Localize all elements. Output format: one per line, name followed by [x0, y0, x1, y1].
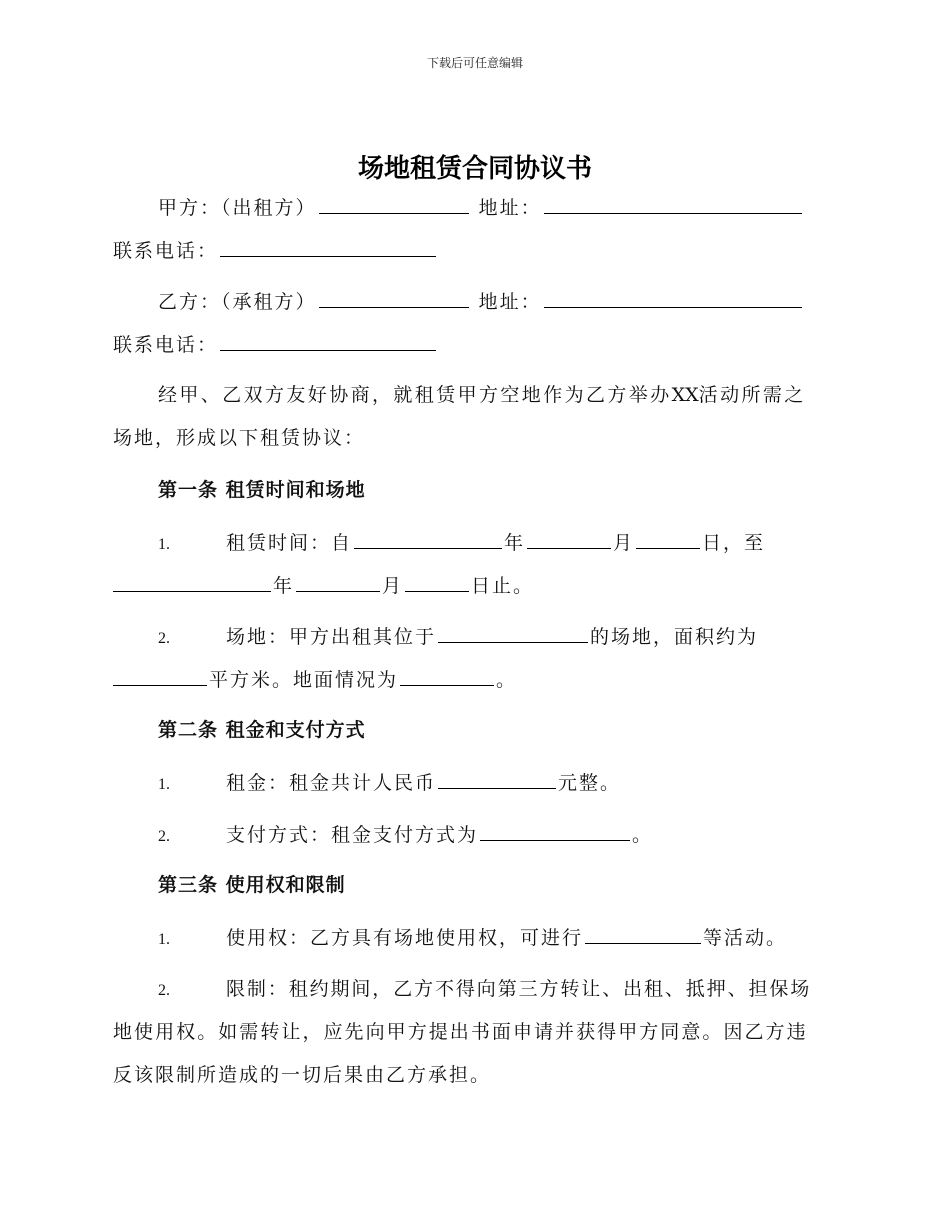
article-3-item-1: [158, 925, 787, 952]
article-2-heading: 第二条 租金和支付方式: [158, 719, 366, 741]
intro-xx: XX: [671, 384, 699, 406]
party-b-line: [158, 289, 804, 314]
item-number: 1.: [158, 931, 170, 948]
party-a-address-label: 地址：: [478, 197, 542, 219]
party-a-line: [158, 195, 804, 220]
start-month-field[interactable]: [527, 530, 611, 549]
article-2-item-2: [158, 822, 653, 849]
party-a-label: 甲方：（出租方）: [158, 197, 317, 219]
party-b-phone-field[interactable]: [220, 332, 436, 351]
start-year-field[interactable]: [354, 530, 502, 549]
party-b-phone-label: 联系电话：: [113, 334, 219, 356]
article-3-item-2-line-2: 地使用权。如需转让，应先向甲方提出书面申请并获得甲方同意。因乙方违: [113, 1021, 808, 1043]
payment-method-label: 支付方式：租金支付方式为: [226, 824, 479, 846]
venue-area-label: 的场地，面积约为: [590, 626, 759, 648]
rent-suffix: 元整。: [558, 772, 622, 794]
venue-label: 场地：甲方出租其位于: [226, 626, 437, 648]
intro-line-1: [158, 383, 806, 407]
ground-condition-field[interactable]: [400, 667, 494, 686]
start-day-field[interactable]: [636, 530, 700, 549]
end-month-field[interactable]: [296, 573, 380, 592]
payment-method-field[interactable]: [480, 822, 630, 841]
item-number: 2.: [158, 982, 170, 999]
activity-field[interactable]: [585, 925, 701, 944]
year-label: 年: [273, 575, 295, 597]
article-1-item-2-line-2: [113, 667, 517, 692]
end-day-field[interactable]: [405, 573, 469, 592]
party-a-address-field[interactable]: [544, 195, 802, 214]
rent-label: 租金：租金共计人民币: [226, 772, 437, 794]
article-1-heading: 第一条 租赁时间和场地: [158, 479, 366, 501]
intro-text-2: 活动所需之: [698, 384, 806, 406]
party-a-phone-line: [113, 238, 438, 263]
month-label: 月: [382, 575, 404, 597]
article-1-item-1-line-2: [113, 573, 534, 598]
rent-amount-field[interactable]: [438, 770, 556, 789]
intro-text-1: 经甲、乙双方友好协商，就租赁甲方空地作为乙方举办: [158, 384, 672, 406]
article-3-item-2-line-1: [158, 977, 811, 1003]
party-a-phone-label: 联系电话：: [113, 240, 219, 262]
document-title: 场地租赁合同协议书: [357, 154, 592, 184]
period: 。: [496, 669, 518, 691]
lease-time-label: 租赁时间：自: [226, 532, 353, 554]
day-to-label: 日，至: [702, 532, 766, 554]
year-label: 年: [504, 532, 526, 554]
venue-location-field[interactable]: [438, 624, 588, 643]
article-2-item-1: [158, 770, 621, 797]
item-number: 2.: [158, 828, 170, 845]
party-b-address-field[interactable]: [544, 289, 802, 308]
item-number: 2.: [158, 630, 170, 647]
party-b-name-field[interactable]: [319, 289, 469, 308]
party-a-phone-field[interactable]: [220, 238, 436, 257]
party-b-phone-line: [113, 332, 438, 357]
party-b-label: 乙方：（承租方）: [158, 291, 317, 313]
article-1-item-2-line-1: [158, 624, 758, 651]
article-1-item-1-line-1: [158, 530, 765, 557]
activity-suffix: 等活动。: [703, 927, 788, 949]
month-label: 月: [613, 532, 635, 554]
end-year-field[interactable]: [113, 573, 271, 592]
article-3-item-2-line-3: 反该限制所造成的一切后果由乙方承担。: [113, 1064, 492, 1086]
area-field[interactable]: [113, 667, 207, 686]
page-header-note: 下载后可任意编辑: [426, 56, 523, 70]
usage-right-label: 使用权：乙方具有场地使用权，可进行: [226, 927, 584, 949]
day-end-label: 日止。: [471, 575, 535, 597]
item-number: 1.: [158, 776, 170, 793]
party-a-name-field[interactable]: [319, 195, 469, 214]
item-number: 1.: [158, 536, 170, 553]
restriction-text-1: 限制：租约期间，乙方不得向第三方转让、出租、抵押、担保场: [226, 978, 812, 1000]
period: 。: [632, 824, 654, 846]
party-b-address-label: 地址：: [478, 291, 542, 313]
article-3-heading: 第三条 使用权和限制: [158, 874, 346, 896]
intro-line-2: 场地，形成以下租赁协议：: [113, 427, 366, 449]
area-unit-label: 平方米。地面情况为: [209, 669, 399, 691]
